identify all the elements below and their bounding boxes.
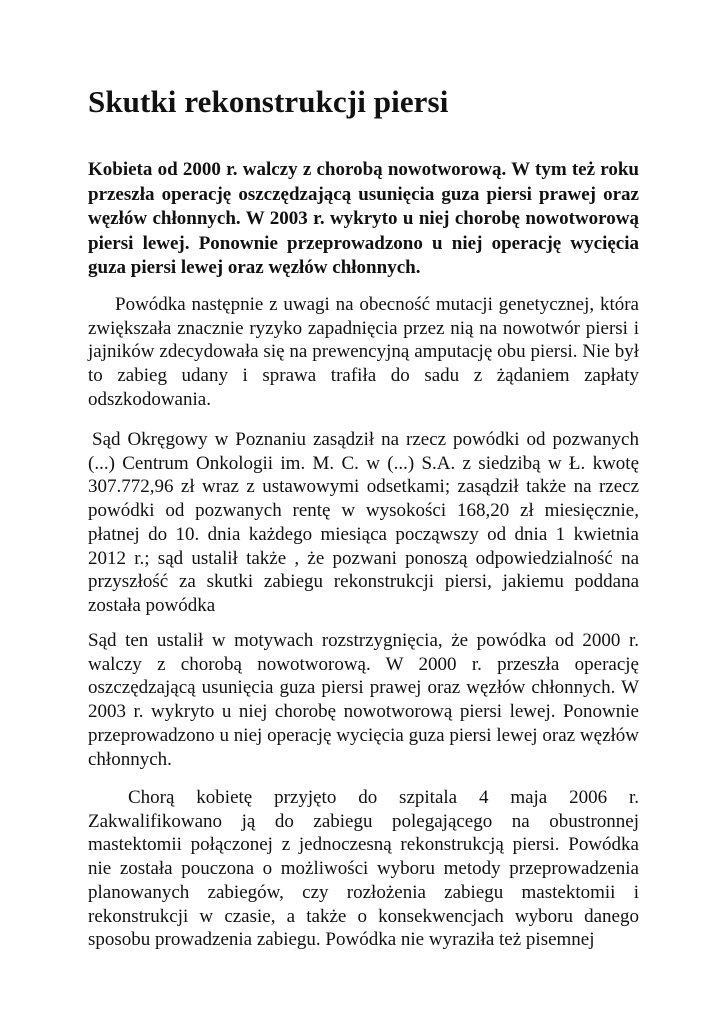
body-paragraph-3: Sąd ten ustalił w motywach rozstrzygnięcia, że powódka od 2000 r. walczy z chorobą nowotworową. W 2000 r. przeszła operację oszczędzającą usunięcia guza piersi prawej oraz węzłów chłonnych. W 2003 r. wykryto u niej chorobę nowotworową piersi lewej. Ponownie przeprowadzono u niej operację wycięcia guza piersi lewej oraz węzłów chłonnych. bbox=[88, 630, 639, 770]
body-paragraph-4: Chorą kobietę przyjęto do szpitala 4 maja 2006 r. Zakwalifikowano ją do zabiegu polegającego na obustronnej mastektomii połączonej z jednoczesną rekonstrukcją piersi. Powódka nie została pouczona o możliwości wyboru metody przeprowadzenia planowanych zabiegów, czy rozłożenia zabiegu mastektomii i rekonstrukcji w czasie, a także o konsekwencjach wyboru danego sposobu prowadzenia zabiegu. Powódka nie wyraziła też pisemnej bbox=[88, 787, 639, 951]
intro-paragraph: Kobieta od 2000 r. walczy z chorobą nowotworową. W tym też roku przeszła operację oszczędzającą usunięcia guza piersi prawej oraz węzłów chłonnych. W 2003 r. wykryto u niej chorobę nowotworową piersi lewej. Ponownie przeprowadzono u niej operację wycięcia guza piersi lewej oraz węzłów chłonnych. bbox=[88, 159, 639, 279]
body-paragraph-1: Powódka następnie z uwagi na obecność mutacji genetycznej, która zwiększała znacznie ryzyko zapadnięcia przez nią na nowotwór piersi i jajników zdecydowała się na prewencyjną amputację obu piersi. Nie był to zabieg udany i sprawa trafiła do sadu z żądaniem zapłaty odszkodowania. bbox=[88, 294, 639, 410]
document-title: Skutki rekonstrukcji piersi bbox=[88, 84, 449, 119]
body-paragraph-2: Sąd Okręgowy w Poznaniu zasądził na rzecz powódki od pozwanych (...) Centrum Onkologii im. M. C. w (...) S.A. z siedzibą w Ł. kwotę 307.772,96 zł wraz z ustawowymi odsetkami; zasądził także na rzecz powódki od pozwanych rentę w wysokości 168,20 zł miesięcznie, płatnej do 10. dnia każdego miesiąca począwszy od dnia 1 kwietnia 2012 r.; sąd ustalił także , że pozwani ponoszą odpowiedzialność na przyszłość za skutki zabiegu rekonstrukcji piersi, jakiemu poddana została powódka bbox=[88, 429, 639, 616]
